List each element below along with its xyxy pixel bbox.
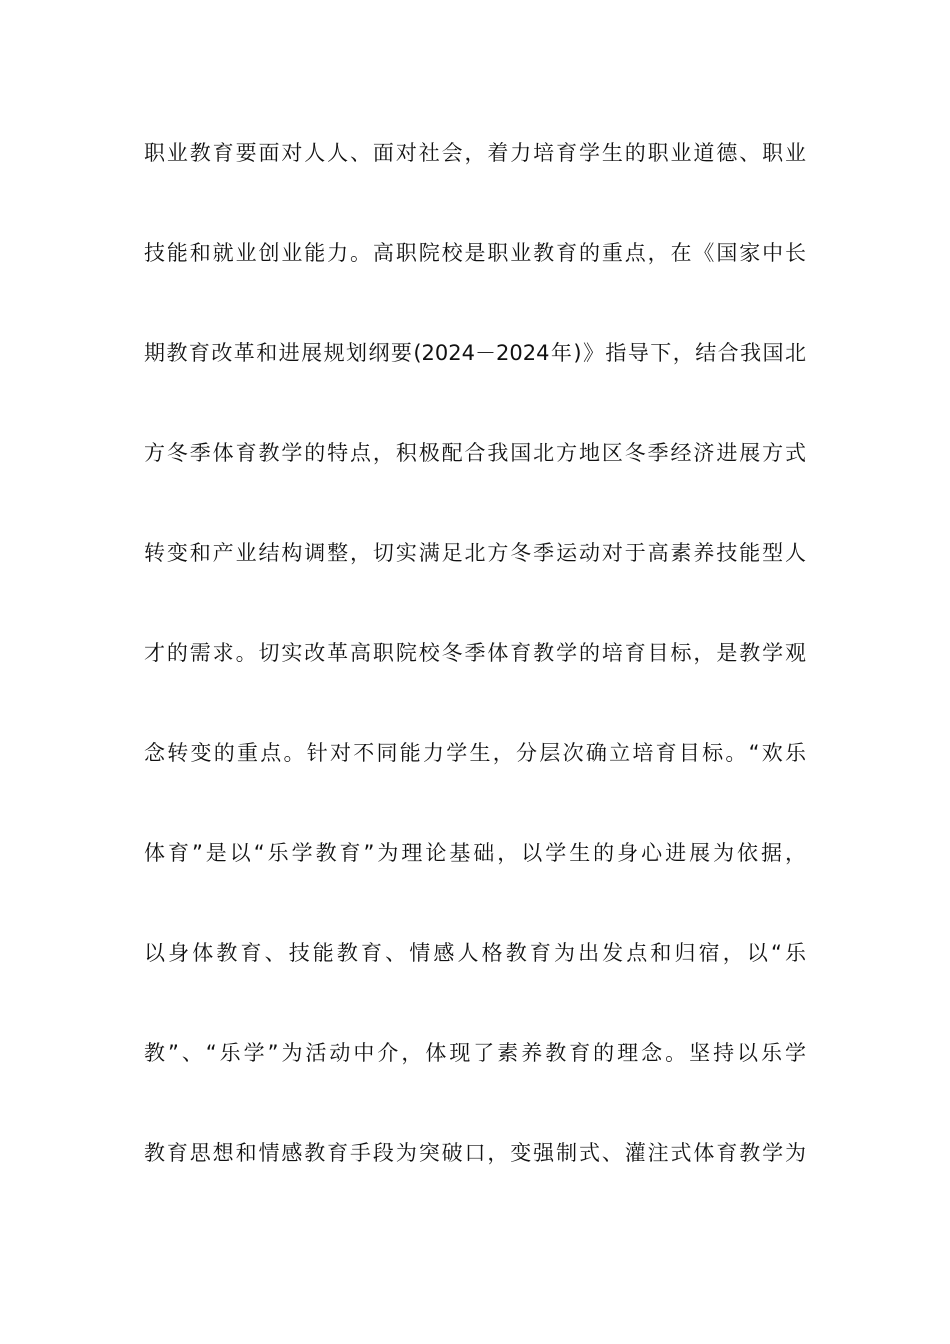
text-line-7: 念转变的重点。针对不同能力学生，分层次确立培育目标。“欢乐 (144, 741, 806, 765)
text-line-4: 方冬季体育教学的特点，积极配合我国北方地区冬季经济进展方式 (144, 441, 806, 465)
text-line-11: 教育思想和情感教育手段为突破口，变强制式、灌注式体育教学为 (144, 1141, 806, 1165)
text-line-6: 才的需求。切实改革高职院校冬季体育教学的培育目标，是教学观 (144, 641, 806, 665)
text-line-10: 教”、“乐学”为活动中介，体现了素养教育的理念。坚持以乐学 (144, 1041, 806, 1065)
text-line-1: 职业教育要面对人人、面对社会，着力培育学生的职业道德、职业 (144, 141, 806, 165)
text-line-9: 以身体教育、技能教育、情感人格教育为出发点和归宿，以“乐 (144, 941, 806, 965)
text-line-5: 转变和产业结构调整，切实满足北方冬季运动对于高素养技能型人 (144, 541, 806, 565)
text-line-8: 体育”是以“乐学教育”为理论基础，以学生的身心进展为依据， (144, 841, 806, 865)
body-paragraph (144, 127, 806, 1227)
text-line-3: 期教育改革和进展规划纲要(2024－2024年)》指导下，结合我国北 (144, 341, 806, 365)
text-line-2: 技能和就业创业能力。高职院校是职业教育的重点，在《国家中长 (144, 241, 806, 265)
